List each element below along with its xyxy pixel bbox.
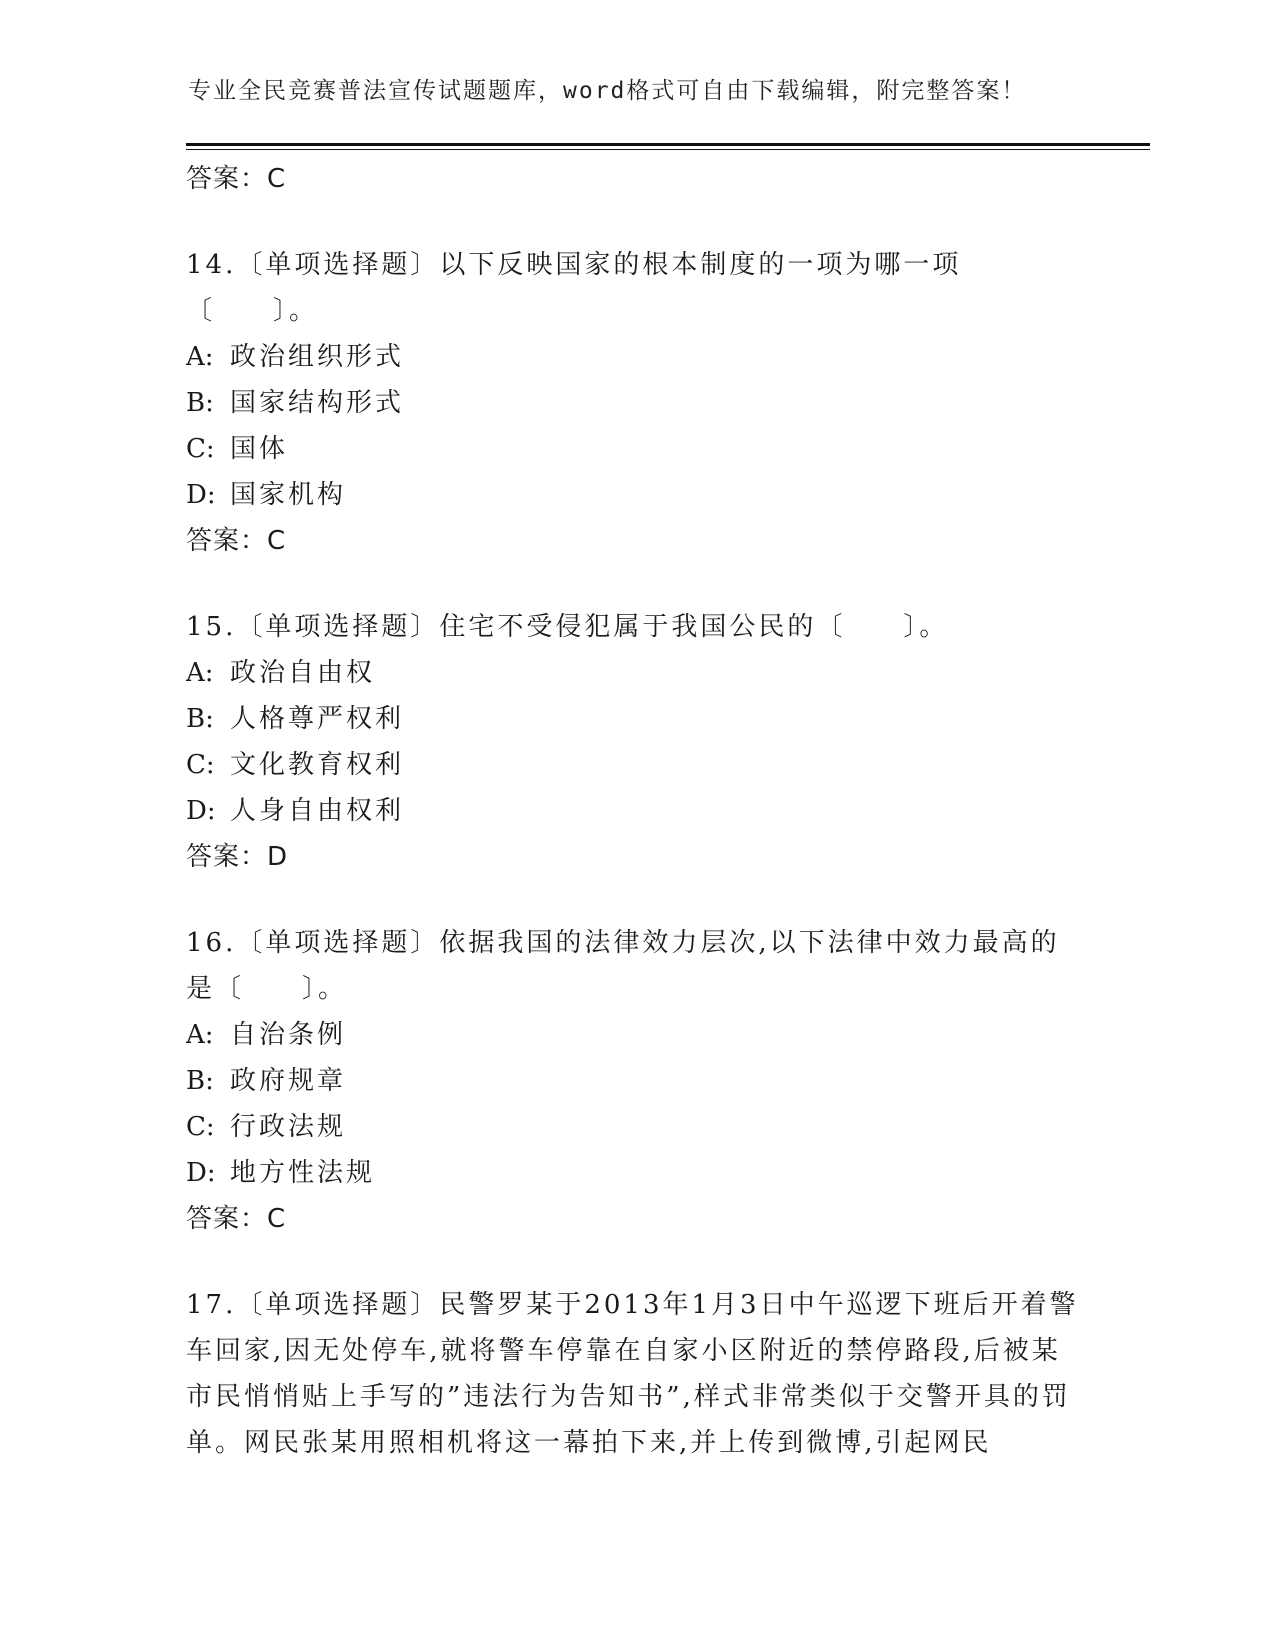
- option-d: [186, 472, 1086, 518]
- option-b: [186, 696, 1086, 742]
- option-label: D:: [186, 1158, 216, 1188]
- question-stem: 17.〔单项选择题〕民警罗某于2013年1月3日中午巡逻下班后开着警车回家,因无处停车,就将警车停靠在自家小区附近的禁停路段,后被某市民悄悄贴上手写的”违法行为告知书”,样式非常类似于交警开具的罚单。网民张某用照相机将这一幕拍下来,并上传到微博,引起网民: [186, 1290, 1079, 1458]
- option-label: C:: [186, 750, 215, 780]
- question-stem: 16.〔单项选择题〕依据我国的法律效力层次,以下法律中效力最高的是〔 〕。: [186, 928, 1060, 1004]
- option-text: 政治自由权: [230, 658, 376, 688]
- option-text: 政治组织形式: [230, 342, 405, 372]
- question-15: [186, 604, 1086, 880]
- option-text: 国家结构形式: [230, 388, 405, 418]
- option-a: [186, 334, 1086, 380]
- option-d: [186, 1150, 1086, 1196]
- option-label: B:: [186, 1066, 214, 1096]
- option-text: 行政法规: [230, 1112, 347, 1142]
- answer-line: 答案：C: [186, 164, 287, 194]
- option-a: [186, 650, 1086, 696]
- question-14: [186, 242, 1086, 564]
- answer-line: 答案：C: [186, 526, 287, 556]
- option-label: D:: [186, 796, 216, 826]
- option-c: [186, 742, 1086, 788]
- option-label: A:: [186, 658, 214, 688]
- question-stem: 14.〔单项选择题〕以下反映国家的根本制度的一项为哪一项〔 〕。: [186, 250, 962, 326]
- question-17: [186, 1282, 1086, 1466]
- option-d: [186, 788, 1086, 834]
- option-label: D:: [186, 480, 216, 510]
- option-c: [186, 426, 1086, 472]
- option-label: C:: [186, 434, 215, 464]
- header-rule-thin: [186, 149, 1150, 150]
- option-text: 人格尊严权利: [230, 704, 405, 734]
- option-b: [186, 1058, 1086, 1104]
- answer-line: 答案：D: [186, 842, 289, 872]
- option-text: 政府规章: [230, 1066, 347, 1096]
- answer-line: 答案：C: [186, 1204, 287, 1234]
- option-label: A:: [186, 1020, 214, 1050]
- option-text: 文化教育权利: [230, 750, 405, 780]
- page-header: 专业全民竞赛普法宣传试题题库，word格式可自由下载编辑，附完整答案！: [188, 78, 1027, 104]
- option-a: [186, 1012, 1086, 1058]
- option-b: [186, 380, 1086, 426]
- option-text: 国体: [230, 434, 289, 464]
- option-label: B:: [186, 388, 214, 418]
- question-16: [186, 920, 1086, 1242]
- option-label: A:: [186, 342, 214, 372]
- option-text: 人身自由权利: [230, 796, 405, 826]
- question-stem: 15.〔单项选择题〕住宅不受侵犯属于我国公民的〔 〕。: [186, 612, 949, 642]
- option-label: B:: [186, 704, 214, 734]
- option-text: 自治条例: [230, 1020, 347, 1050]
- option-text: 地方性法规: [230, 1158, 376, 1188]
- header-rule-thick: [186, 143, 1150, 146]
- document-body: [186, 156, 1086, 1506]
- option-label: C:: [186, 1112, 215, 1142]
- option-text: 国家机构: [230, 480, 347, 510]
- option-c: [186, 1104, 1086, 1150]
